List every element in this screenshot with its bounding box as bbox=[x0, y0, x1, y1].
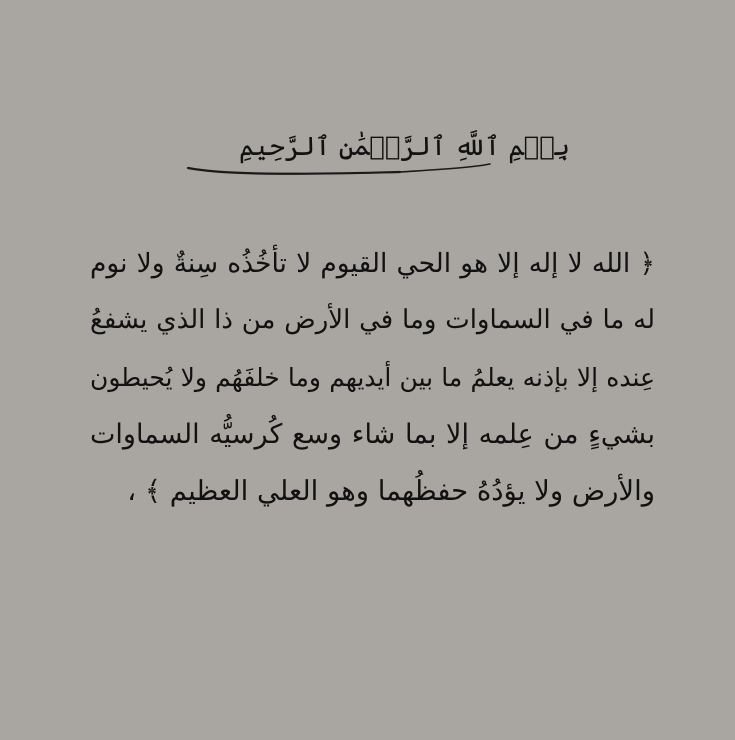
verse-line-2: له ما في السماوات وما في الأرض من ذا الذي يشفعُ bbox=[90, 305, 655, 335]
ayat-al-kursi bbox=[90, 235, 655, 520]
verse-line-5: والأرض ولا يؤدُهُ حفظُهما وهو العلي العظيم ﴾ ، bbox=[127, 475, 655, 507]
verse-line-1: ﴿ الله لا إله إلا هو الحي القيوم لا تأخُذُه سِنةٌ ولا نوم bbox=[90, 248, 655, 279]
basmala-text: بِسۡمِ ٱللَّهِ ٱلرَّحۡمَٰنِ ٱلرَّحِيمِ bbox=[239, 132, 570, 162]
verse-line-4: بشيءٍ من عِلمه إلا بما شاء وسع كُرسيُّه السماوات bbox=[90, 419, 655, 450]
verse-line-3: عِنده إلا بإذنه يعلمُ ما بين أيديهم وما خلفَهُم ولا يُحيطون bbox=[90, 363, 655, 392]
basmala-calligraphy bbox=[170, 128, 570, 190]
